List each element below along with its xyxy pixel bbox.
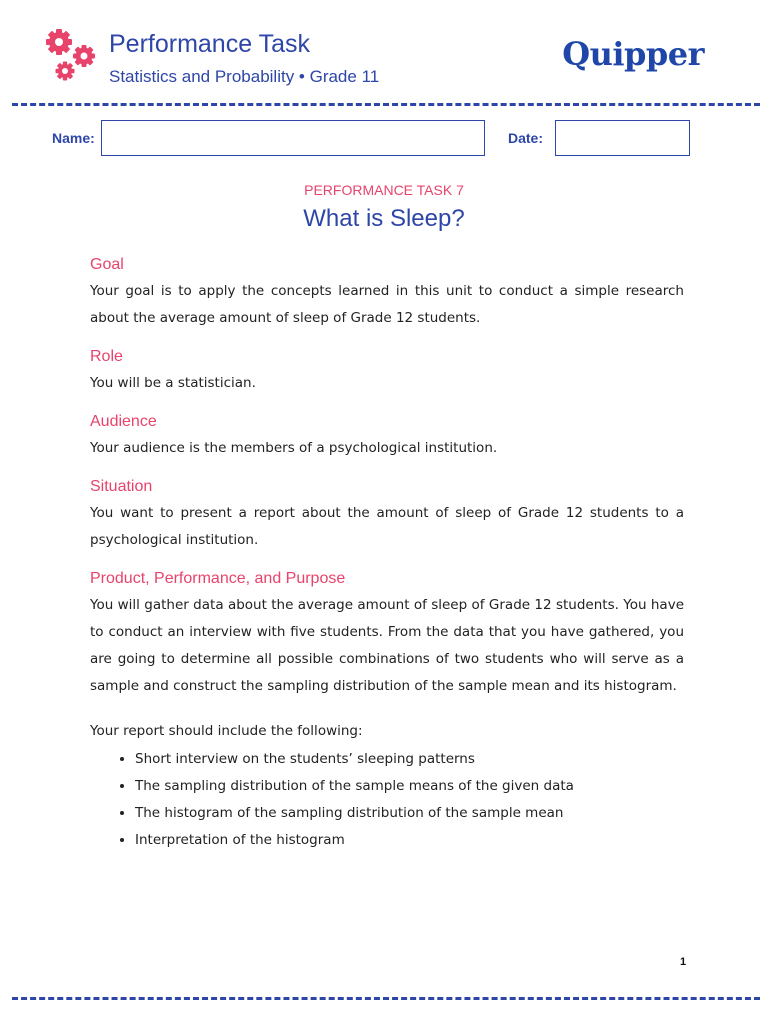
document-subtitle: Statistics and Probability • Grade 11 (109, 67, 380, 86)
role-heading: Role (90, 348, 123, 365)
document-title: Performance Task (109, 30, 311, 58)
goal-heading: Goal (90, 256, 124, 273)
brand-logo: Quipper (562, 35, 704, 73)
task-content (90, 254, 684, 854)
list-item: • Interpretation of the histogram (135, 827, 684, 854)
list-item: • The sampling distribution of the sample means of the given data (135, 773, 684, 800)
name-field[interactable] (101, 120, 485, 156)
situation-text: You want to present a report about the amount of sleep of Grade 12 students to a psychological institution. (90, 505, 684, 548)
product-text: You will gather data about the average amount of sleep of Grade 12 students. You have to conduct an interview with five students. From the data that you have gathered, you are going to determine all possible combinations of two students who will serve as a sample and construct the sampling distribution of the sample mean and its histogram. (90, 597, 684, 694)
report-list (90, 746, 684, 854)
report-intro: Your report should include the following: (90, 723, 363, 739)
list-item: • The histogram of the sampling distribution of the sample mean (135, 800, 684, 827)
audience-heading: Audience (90, 413, 157, 430)
goal-text: Your goal is to apply the concepts learned in this unit to conduct a simple research about the average amount of sleep of Grade 12 students. (90, 283, 684, 326)
header-divider (12, 103, 760, 106)
role-text: You will be a statistician. (90, 375, 256, 391)
task-kicker: PERFORMANCE TASK 7 (304, 182, 464, 198)
situation-heading: Situation (90, 478, 153, 495)
name-label: Name: (52, 130, 95, 146)
product-heading: Product, Performance, and Purpose (90, 570, 346, 587)
gears-icon (44, 28, 100, 84)
audience-text: Your audience is the members of a psychological institution. (90, 440, 498, 456)
date-field[interactable] (555, 120, 690, 156)
page-number: 1 (680, 956, 687, 968)
task-title: What is Sleep? (303, 205, 465, 232)
list-item: • Short interview on the students’ sleeping patterns (135, 746, 684, 773)
footer-divider (12, 997, 760, 1000)
date-label: Date: (508, 130, 544, 146)
